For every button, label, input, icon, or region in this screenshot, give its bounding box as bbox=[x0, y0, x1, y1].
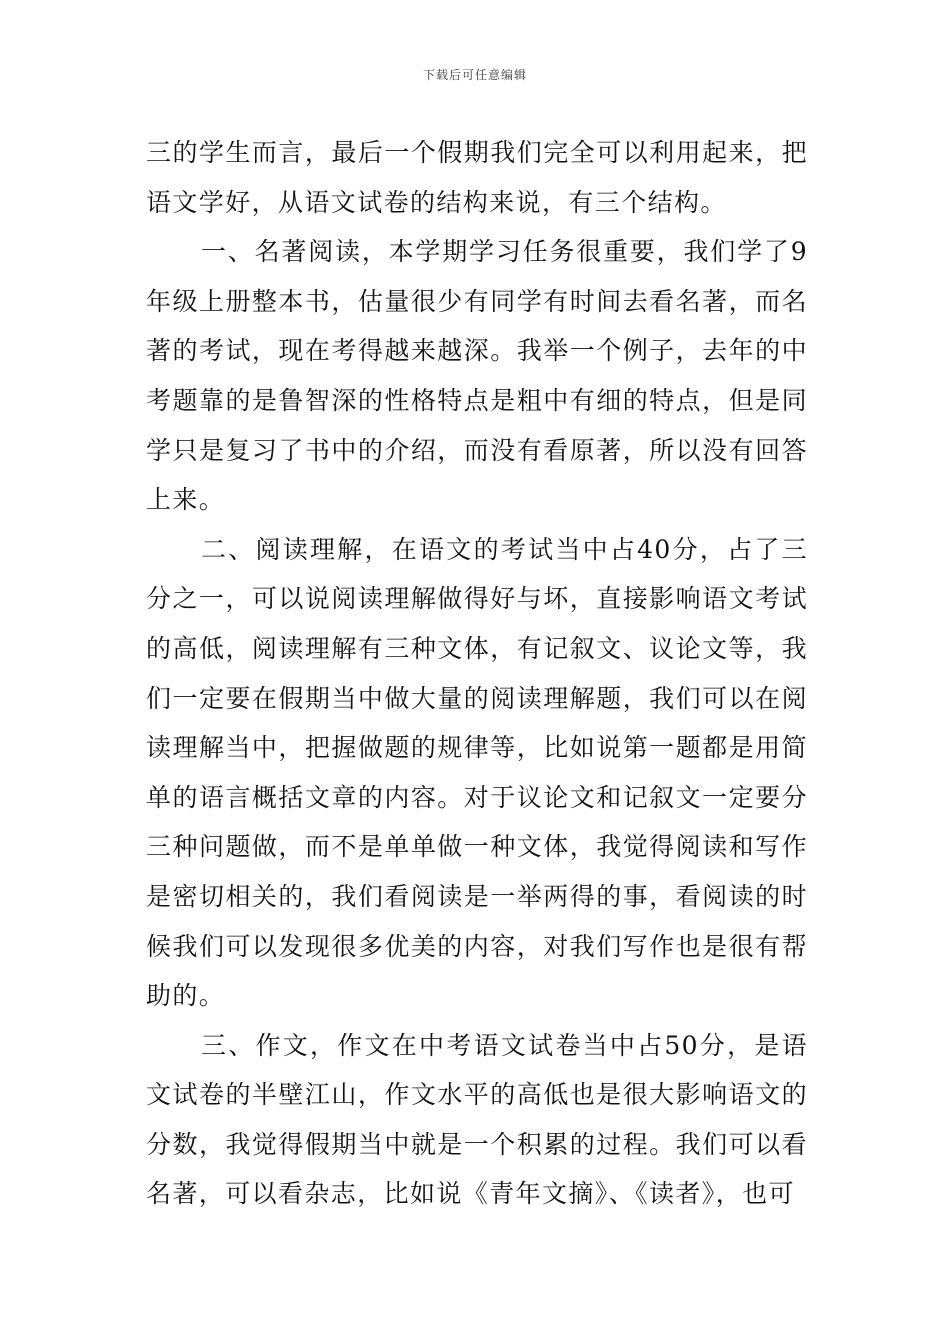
paragraph-classic-reading: 一、名著阅读，本学期学习任务很重要，我们学了9年级上册整本书，估量很少有同学有时间去看名著，而名著的考试，现在考得越来越深。我举一个例子，去年的中考题靠的是鲁智深的性格特点是粗中有细的特点，但是同学只是复习了书中的介绍，而没有看原著，所以没有回答上来。 bbox=[146, 237, 808, 515]
paragraph-composition: 三、作文，作文在中考语文试卷当中占50分，是语文试卷的半壁江山，作文水平的高低也是很大影响语文的分数，我觉得假期当中就是一个积累的过程。我们可以看名著，可以看杂志，比如说《青年文摘》、《读者》，也可 bbox=[146, 1030, 808, 1209]
paragraph-intro: 三的学生而言，最后一个假期我们完全可以利用起来，把语文学好，从语文试卷的结构来说，有三个结构。 bbox=[146, 138, 808, 217]
document-body bbox=[146, 128, 808, 1219]
page-header: 下载后可任意编辑 bbox=[422, 68, 527, 82]
paragraph-reading-comprehension: 二、阅读理解，在语文的考试当中占40分，占了三分之一，可以说阅读理解做得好与坏，直接影响语文考试的高低，阅读理解有三种文体，有记叙文、议论文等，我们一定要在假期当中做大量的阅读理解题，我们可以在阅读理解当中，把握做题的规律等，比如说第一题都是用简单的语言概括文章的内容。对于议论文和记叙文一定要分三种问题做，而不是单单做一种文体，我觉得阅读和写作是密切相关的，我们看阅读是一举两得的事，看阅读的时候我们可以发现很多优美的内容，对我们写作也是很有帮助的。 bbox=[146, 534, 808, 1011]
